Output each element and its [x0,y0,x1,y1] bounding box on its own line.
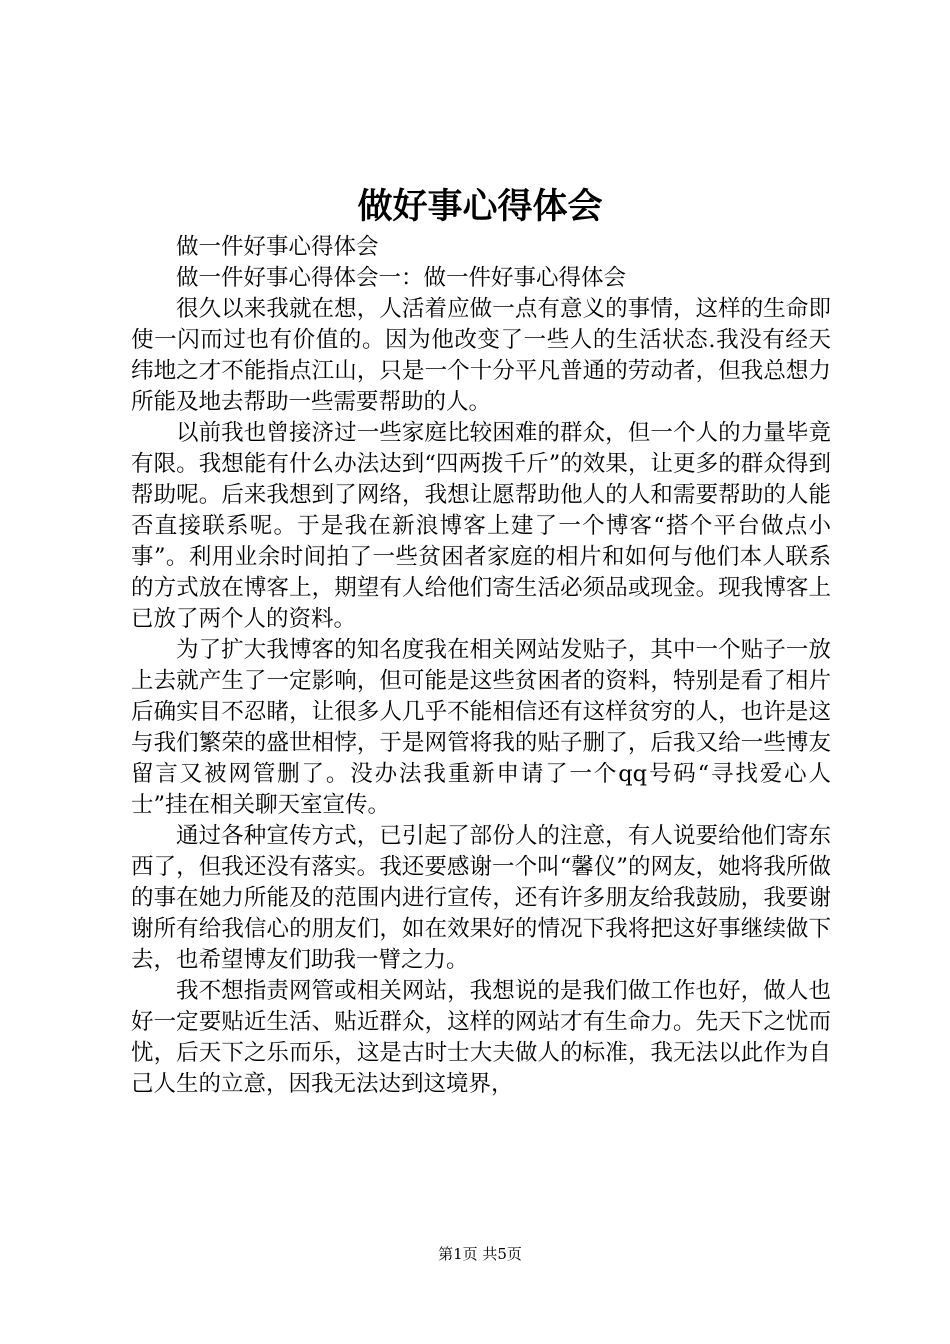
document-body [131,232,831,1100]
paragraph: 通过各种宣传方式，已引起了部份人的注意，有人说要给他们寄东西了，但我还没有落实。我还要感谢一个叫“馨仪”的网友，她将我所做的事在她力所能及的范围内进行宣传，还有许多朋友给我鼓励，我要谢谢所有给我信心的朋友们，如在效果好的情况下我将把这好事继续做下去，也希望博友们助我一臂之力。 [131,823,831,973]
paragraph: 为了扩大我博客的知名度我在相关网站发贴子，其中一个贴子一放上去就产生了一定影响，但可能是这些贫困者的资料，特别是看了相片后确实目不忍睹，让很多人几乎不能相信还有这样贫穷的人，也许是这与我们繁荣的盛世相悖，于是网管将我的贴子删了，后我又给一些博友留言又被网管删了。没办法我重新申请了一个qq号码“寻找爱心人士”挂在相关聊天室宣传。 [131,637,831,818]
document-title: 做好事心得体会 [357,186,603,227]
page-footer: 第1页 共5页 [438,1245,522,1263]
paragraph: 以前我也曾接济过一些家庭比较困难的群众，但一个人的力量毕竟有限。我想能有什么办法达到“四两拨千斤”的效果，让更多的群众得到帮助呢。后来我想到了网络，我想让愿帮助他人的人和需要帮助的人能否直接联系呢。于是我在新浪博客上建了一个博客“搭个平台做点小事”。利用业余时间拍了一些贫困者家庭的相片和如何与他们本人联系的方式放在博客上，期望有人给他们寄生活必须品或现金。现我博客上已放了两个人的资料。 [131,420,831,632]
paragraph: 很久以来我就在想，人活着应做一点有意义的事情，这样的生命即使一闪而过也有价值的。因为他改变了一些人的生活状态.我没有经天纬地之才不能指点江山，只是一个十分平凡普通的劳动者，但我总想力所能及地去帮助一些需要帮助的人。 [131,296,831,415]
paragraph: 我不想指责网管或相关网站，我想说的是我们做工作也好，做人也好一定要贴近生活、贴近群众，这样的网站才有生命力。先天下之忧而忧，后天下之乐而乐，这是古时士大夫做人的标准，我无法以此作为自己人生的立意，因我无法达到这境界， [131,978,831,1097]
paragraph-heading: 做一件好事心得体会一：做一件好事心得体会 [176,265,627,291]
paragraph-subtitle: 做一件好事心得体会 [176,234,379,260]
